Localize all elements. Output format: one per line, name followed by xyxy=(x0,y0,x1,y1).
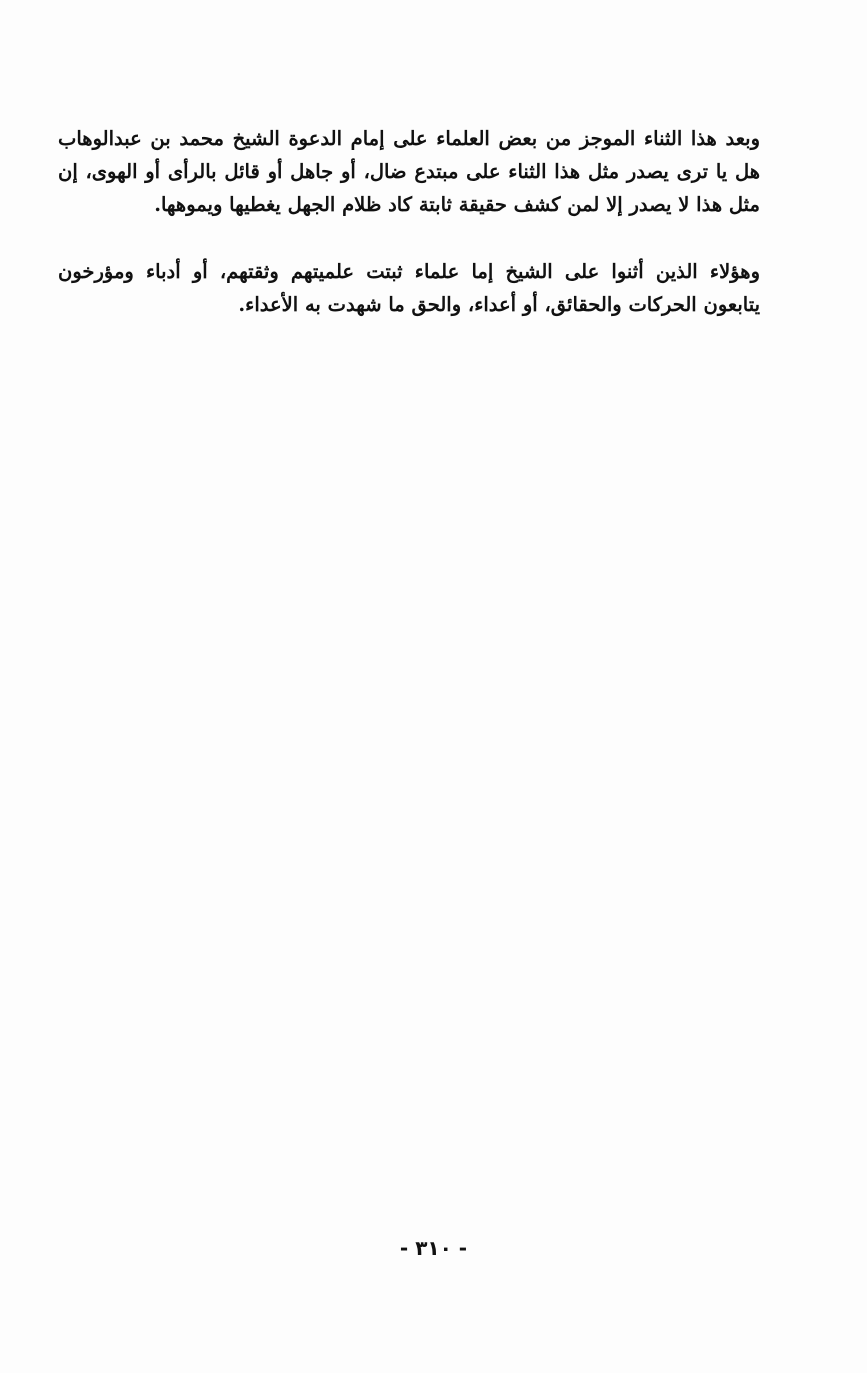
paragraph-1-line-3: مثل هذا لا يصدر إلا لمن كشف حقيقة ثابتة كاد ظلام الجهل يغطيها ويموهها. xyxy=(154,193,760,216)
paragraph-1-line-2: هل يا ترى يصدر مثل هذا الثناء على مبتدع ضال، أو جاهل أو قائل بالرأى أو الهوى، إن xyxy=(58,160,760,183)
paragraph-2-line-1: وهؤلاء الذين أثنوا على الشيخ إما علماء ثبتت علميتهم وثقتهم، أو أدباء ومؤرخون xyxy=(58,260,760,283)
page-number: - ٣١٠ - xyxy=(399,1236,468,1260)
paragraph-1 xyxy=(58,122,760,221)
paragraph-2 xyxy=(58,255,760,321)
paragraph-1-line-1: وبعد هذا الثناء الموجز من بعض العلماء على إمام الدعوة الشيخ محمد بن عبدالوهاب xyxy=(58,127,760,150)
paragraph-2-line-2: يتابعون الحركات والحقائق، أو أعداء، والحق ما شهدت به الأعداء. xyxy=(238,293,760,316)
